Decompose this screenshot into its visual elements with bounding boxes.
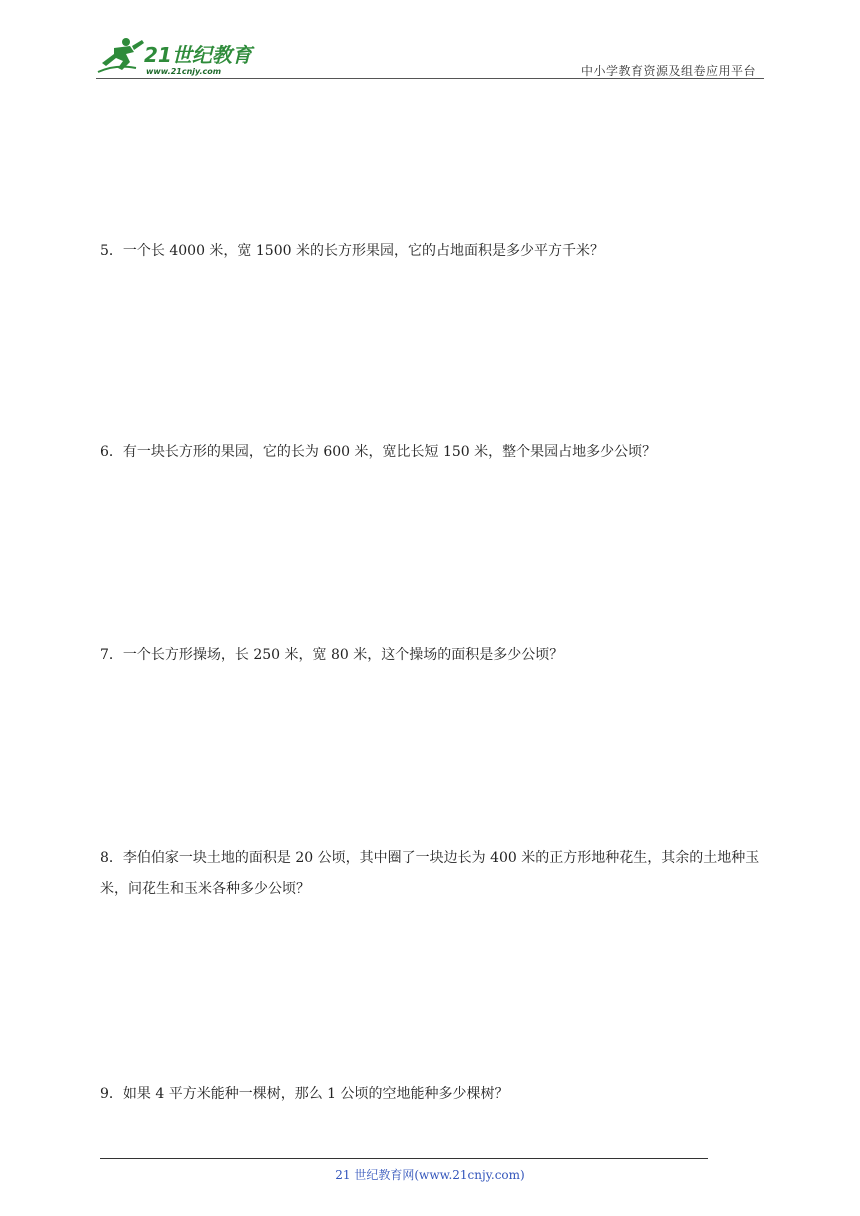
- logo-text: 21世纪教育: [144, 43, 252, 67]
- header-divider: [96, 78, 764, 79]
- footer-divider: [100, 1158, 708, 1159]
- site-logo: [96, 36, 266, 78]
- logo-url: www.21cnjy.com: [146, 67, 222, 76]
- question-8: 8．李伯伯家一块土地的面积是 20 公顷，其中圈了一块边长为 400 米的正方形地种花生，其余的土地种玉米，问花生和玉米各种多少公顷？: [100, 850, 760, 897]
- question-7: 7．一个长方形操场，长 250 米，宽 80 米，这个操场的面积是多少公顷？: [100, 647, 564, 663]
- runner-icon: [102, 38, 144, 70]
- question-5: 5．一个长 4000 米，宽 1500 米的长方形果园，它的占地面积是多少平方千米？: [100, 243, 604, 259]
- question-9: 9．如果 4 平方米能种一棵树，那么 1 公顷的空地能种多少棵树？: [100, 1086, 509, 1102]
- footer-site-link[interactable]: 21 世纪教育网(www.21cnjy.com): [335, 1168, 525, 1182]
- platform-title: 中小学教育资源及组卷应用平台: [580, 64, 756, 78]
- question-6: 6．有一块长方形的果园，它的长为 600 米，宽比长短 150 米，整个果园占地多少公顷？: [100, 444, 657, 460]
